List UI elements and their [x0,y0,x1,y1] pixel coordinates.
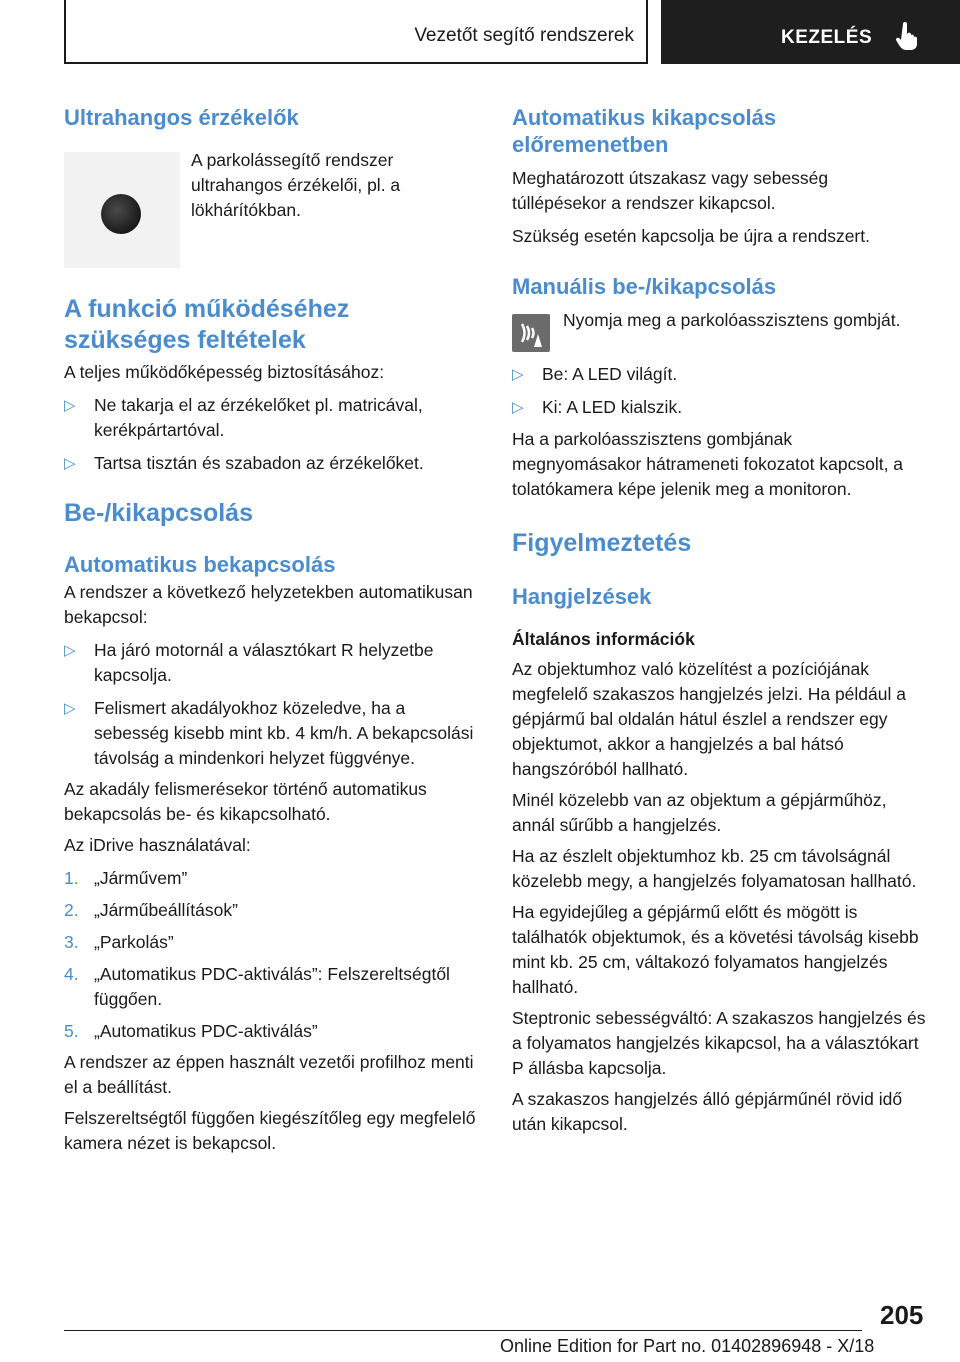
footer-edition: Online Edition for Part no. 01402896948 - X/18 [500,1336,875,1356]
requirements-heading: A funkció működéséhez szükséges feltételek [64,295,350,354]
auto-on-list [64,638,476,771]
list-item: 1. „Járművem” [64,868,188,888]
list-item: ▷ Ki: A LED kialszik. [512,395,926,420]
triangle-bullet-icon: ▷ [512,399,524,416]
ultrasonic-text: A parkolássegítő rendszer ultrahangos érzékelői, pl. a lökhárítókban. [191,150,401,220]
ultrasonic-heading: Ultrahangos érzékelők [64,105,299,130]
auto-off-p1: Meghatározott útszakasz vagy sebesség túllépésekor a rendszer kikapcsol. [512,168,829,213]
page-header [0,0,960,66]
triangle-bullet-icon: ▷ [64,455,76,472]
manual-heading: Manuális be-/kikapcsolás [512,274,777,299]
onoff-heading: Be-/kikapcsolás [64,499,253,527]
park-assist-button-row [512,308,926,356]
requirements-list [64,393,476,476]
manual-list [512,362,926,420]
sensor-image [64,152,180,268]
list-item: 4. „Automatikus PDC-aktiválás”: Felszereltségtől függően. [64,964,450,1009]
left-column [64,100,476,1156]
footer-divider [64,1330,862,1331]
chapter-tab [661,0,960,64]
section-title: Vezetőt segítő rendszerek [414,25,634,46]
triangle-bullet-icon: ▷ [64,642,76,659]
section-tab [64,0,648,64]
auto-on-p1: Az akadály felismerésekor történő automatikus bekapcsolás be- és kikapcsolható. [64,779,427,824]
auto-off-heading: Automatikus kikapcsolás előremenetben [512,105,777,157]
warning-heading: Figyelmeztetés [512,529,692,557]
sensor-icon [101,194,141,234]
auto-on-p4: Felszereltségtől függően kiegészítőleg egy megfelelő kamera nézet is bekapcsol. [64,1108,476,1153]
warning-p6: A szakaszos hangjelzés álló gépjárműnél rövid idő után kikapcsol. [512,1089,903,1134]
list-item: ▷ Be: A LED világít. [512,362,926,387]
list-item: ▷ Ne takarja el az érzékelőket pl. matricával, kerékpártartóval. [64,395,423,440]
warning-p4: Ha egyidejűleg a gépjármű előtt és mögött is találhatók objektumok, és a követési távolság kisebb mint kb. 25 cm, váltakozó folyamatos hangjelzés hallható. [512,902,919,997]
list-item: 3. „Parkolás” [64,932,174,952]
list-item: ▷ Ha járó motornál a választókart R helyzetbe kapcsolja. [64,640,434,685]
warning-p2: Minél közelebb van az objektum a gépjárműhöz, annál sűrűbb a hangjelzés. [512,790,887,835]
idrive-steps [64,866,476,1044]
triangle-bullet-icon: ▷ [512,366,524,383]
general-info-heading: Általános információk [512,629,695,649]
triangle-bullet-icon: ▷ [64,700,76,717]
page-number: 205 [880,1300,924,1330]
triangle-bullet-icon: ▷ [64,397,76,414]
park-assist-button-icon [512,314,550,352]
list-item: 2. „Járműbeállítások” [64,900,238,920]
right-column [512,100,926,1137]
hand-pointer-icon [895,22,919,50]
parking-sensor-icon [512,314,550,352]
list-item: 5. „Automatikus PDC-aktiválás” [64,1021,318,1041]
auto-on-p2: Az iDrive használatával: [64,835,251,855]
auto-on-p3: A rendszer az éppen használt vezetői profilhoz menti el a beállítást. [64,1052,474,1097]
sensor-block [64,104,476,264]
warning-p5: Steptronic sebességváltó: A szakaszos hangjelzés és a folyamatos hangjelzés kikapcsol, ha a választókart P állásba kapcsolja. [512,1008,926,1078]
list-item: ▷ Felismert akadályokhoz közeledve, ha a sebesség kisebb mint kb. 4 km/h. A bekapcsolási távolság a mindenkori helyzet függvénye. [64,698,474,768]
auto-on-intro: A rendszer a következő helyzetekben automatikusan bekapcsol: [64,582,473,627]
requirements-intro: A teljes működőképesség biztosításához: [64,362,385,382]
manual-button-text: Nyomja meg a parkolóasszisztens gombját. [563,310,901,330]
sounds-heading: Hangjelzések [512,584,652,609]
auto-off-p2: Szükség esetén kapcsolja be újra a rendszert. [512,226,870,246]
list-item: ▷ Tartsa tisztán és szabadon az érzékelőket. [64,451,476,476]
warning-p3: Ha az észlelt objektumhoz kb. 25 cm távolságnál közelebb megy, a hangjelzés folyamatosan hallható. [512,846,917,891]
warning-p1: Az objektumhoz való közelítést a pozíciójának megfelelő szakaszos hangjelzés jelzi. Ha például a gépjármű bal oldalán hátul észlel a rendszer egy objektumot, akkor a hangjelzés a bal hátsó hangszóróból hallható. [512,659,906,779]
auto-on-heading: Automatikus bekapcsolás [64,552,336,577]
chapter-title: KEZELÉS [781,27,873,48]
manual-p1: Ha a parkolóasszisztens gombjának megnyomásakor hátrameneti fokozatot kapcsolt, a tolatókamera képe jelenik meg a monitoron. [512,429,904,499]
